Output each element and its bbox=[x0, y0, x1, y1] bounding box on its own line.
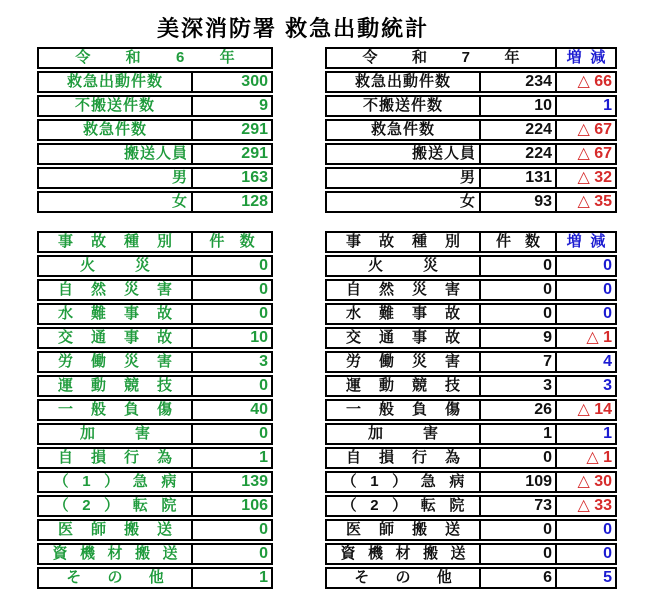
row-label: 資 機 材 搬 送 bbox=[52, 545, 178, 562]
row-label: （ 1 ） 急 病 bbox=[53, 473, 177, 490]
row-label: 火 災 bbox=[79, 257, 150, 274]
table-row bbox=[325, 95, 617, 117]
table-header-row bbox=[325, 231, 617, 253]
table-row bbox=[37, 279, 273, 301]
table-row bbox=[325, 71, 617, 93]
table-row bbox=[37, 567, 273, 589]
row-value: 0 bbox=[191, 281, 271, 299]
table-row bbox=[37, 95, 273, 117]
diff-header: 増 減 bbox=[555, 233, 615, 251]
row-value: 163 bbox=[191, 169, 271, 187]
row-label: 労 働 災 害 bbox=[57, 353, 172, 370]
row-value: 0 bbox=[191, 257, 271, 275]
row-diff: 0 bbox=[555, 521, 615, 539]
row-label: 救急件数 bbox=[82, 121, 147, 138]
row-label: 救急件数 bbox=[370, 121, 435, 138]
row-value: 291 bbox=[191, 145, 271, 163]
row-value: 40 bbox=[191, 401, 271, 419]
row-value: 93 bbox=[479, 193, 555, 211]
table-row bbox=[325, 143, 617, 165]
row-label: 交 通 事 故 bbox=[57, 329, 172, 346]
table-row bbox=[37, 399, 273, 421]
type-header: 事 故 種 別 bbox=[345, 233, 460, 250]
row-diff: △ 14 bbox=[555, 401, 615, 419]
table-row bbox=[37, 119, 273, 141]
row-value: 224 bbox=[479, 145, 555, 163]
reiwa6-table bbox=[37, 47, 273, 213]
table-row bbox=[37, 375, 273, 397]
row-label: 水 難 事 故 bbox=[57, 305, 172, 322]
row-value: 0 bbox=[479, 281, 555, 299]
table-row bbox=[325, 167, 617, 189]
row-value: 109 bbox=[479, 473, 555, 491]
row-diff: 5 bbox=[555, 569, 615, 587]
row-value: 0 bbox=[191, 545, 271, 563]
row-diff: △ 32 bbox=[555, 169, 615, 187]
row-diff: 4 bbox=[555, 353, 615, 371]
row-diff: 3 bbox=[555, 377, 615, 395]
row-diff: 0 bbox=[555, 305, 615, 323]
row-value: 0 bbox=[479, 449, 555, 467]
row-label: 男 bbox=[171, 169, 188, 186]
row-value: 0 bbox=[479, 257, 555, 275]
table-row bbox=[37, 143, 273, 165]
table-row bbox=[325, 279, 617, 301]
incident6-table bbox=[37, 231, 273, 589]
table-header-row bbox=[325, 47, 617, 69]
diff-header: 増 減 bbox=[555, 49, 615, 67]
table-row bbox=[37, 327, 273, 349]
row-value: 9 bbox=[191, 97, 271, 115]
row-diff: 0 bbox=[555, 281, 615, 299]
row-label: 女 bbox=[171, 193, 188, 210]
row-value: 10 bbox=[191, 329, 271, 347]
table-header: 令 和 6 年 bbox=[75, 49, 235, 66]
row-label: 搬送人員 bbox=[123, 145, 188, 162]
row-label: 火 災 bbox=[367, 257, 438, 274]
row-value: 6 bbox=[479, 569, 555, 587]
row-value: 131 bbox=[479, 169, 555, 187]
count-header: 件 数 bbox=[191, 233, 271, 251]
table-row bbox=[325, 255, 617, 277]
row-value: 1 bbox=[479, 425, 555, 443]
row-label: 自 然 災 害 bbox=[57, 281, 172, 298]
row-label: 搬送人員 bbox=[411, 145, 476, 162]
table-row bbox=[325, 303, 617, 325]
row-value: 10 bbox=[479, 97, 555, 115]
row-value: 3 bbox=[479, 377, 555, 395]
table-row bbox=[37, 191, 273, 213]
table-row bbox=[325, 375, 617, 397]
table-row bbox=[325, 543, 617, 565]
row-label: 交 通 事 故 bbox=[345, 329, 460, 346]
row-label: 女 bbox=[459, 193, 476, 210]
row-label: 医 師 搬 送 bbox=[345, 521, 460, 538]
page-title: 美深消防署 救急出動統計 bbox=[157, 16, 430, 41]
reiwa7-table bbox=[325, 47, 617, 213]
row-diff: △ 1 bbox=[555, 449, 615, 467]
row-label: 資 機 材 搬 送 bbox=[340, 545, 466, 562]
table-row bbox=[37, 71, 273, 93]
table-row bbox=[37, 423, 273, 445]
row-diff: △ 1 bbox=[555, 329, 615, 347]
count-header: 件 数 bbox=[479, 233, 555, 251]
table-row bbox=[37, 351, 273, 373]
row-value: 7 bbox=[479, 353, 555, 371]
row-diff: 0 bbox=[555, 257, 615, 275]
row-value: 234 bbox=[479, 73, 555, 91]
table-row bbox=[325, 567, 617, 589]
row-label: 自 損 行 為 bbox=[57, 449, 172, 466]
row-label: そ の 他 bbox=[66, 569, 164, 586]
table-row bbox=[325, 447, 617, 469]
table-row bbox=[37, 255, 273, 277]
row-diff: △ 33 bbox=[555, 497, 615, 515]
row-label: 加 害 bbox=[79, 425, 150, 442]
row-diff: △ 66 bbox=[555, 73, 615, 91]
table-row bbox=[325, 423, 617, 445]
row-label: （ 2 ） 転 院 bbox=[341, 497, 465, 514]
row-label: そ の 他 bbox=[354, 569, 452, 586]
row-value: 0 bbox=[479, 521, 555, 539]
row-label: 救急出動件数 bbox=[66, 73, 163, 90]
row-label: 加 害 bbox=[367, 425, 438, 442]
table-row bbox=[325, 119, 617, 141]
row-value: 9 bbox=[479, 329, 555, 347]
row-value: 0 bbox=[191, 377, 271, 395]
row-label: 不搬送件数 bbox=[74, 97, 155, 114]
table-header: 令 和 7 年 bbox=[362, 49, 520, 66]
row-diff: △ 67 bbox=[555, 121, 615, 139]
row-label: 自 損 行 為 bbox=[345, 449, 460, 466]
table-row bbox=[37, 303, 273, 325]
row-value: 300 bbox=[191, 73, 271, 91]
row-diff: 1 bbox=[555, 425, 615, 443]
row-diff: △ 30 bbox=[555, 473, 615, 491]
row-value: 128 bbox=[191, 193, 271, 211]
row-diff: 1 bbox=[555, 97, 615, 115]
table-row bbox=[325, 351, 617, 373]
row-value: 73 bbox=[479, 497, 555, 515]
table-header-row bbox=[37, 47, 273, 69]
row-label: 運 動 競 技 bbox=[345, 377, 460, 394]
table-row bbox=[325, 471, 617, 493]
row-label: 一 般 負 傷 bbox=[345, 401, 460, 418]
row-value: 0 bbox=[191, 305, 271, 323]
row-label: 救急出動件数 bbox=[354, 73, 451, 90]
incident7-table bbox=[325, 231, 617, 589]
row-value: 0 bbox=[479, 305, 555, 323]
row-diff: △ 67 bbox=[555, 145, 615, 163]
row-label: 水 難 事 故 bbox=[345, 305, 460, 322]
row-value: 106 bbox=[191, 497, 271, 515]
type-header: 事 故 種 別 bbox=[57, 233, 172, 250]
table-row bbox=[325, 519, 617, 541]
row-value: 26 bbox=[479, 401, 555, 419]
table-row bbox=[325, 495, 617, 517]
row-label: 一 般 負 傷 bbox=[57, 401, 172, 418]
row-label: 労 働 災 害 bbox=[345, 353, 460, 370]
row-diff: 0 bbox=[555, 545, 615, 563]
table-header-row bbox=[37, 231, 273, 253]
table-row bbox=[37, 519, 273, 541]
row-value: 139 bbox=[191, 473, 271, 491]
row-label: 医 師 搬 送 bbox=[57, 521, 172, 538]
row-label: （ 2 ） 転 院 bbox=[53, 497, 177, 514]
row-label: 自 然 災 害 bbox=[345, 281, 460, 298]
row-label: 不搬送件数 bbox=[362, 97, 443, 114]
row-value: 0 bbox=[191, 425, 271, 443]
row-value: 3 bbox=[191, 353, 271, 371]
table-row bbox=[37, 447, 273, 469]
table-row bbox=[325, 191, 617, 213]
row-value: 1 bbox=[191, 569, 271, 587]
table-row bbox=[37, 167, 273, 189]
table-row bbox=[37, 495, 273, 517]
table-row bbox=[37, 471, 273, 493]
row-value: 0 bbox=[191, 521, 271, 539]
row-value: 1 bbox=[191, 449, 271, 467]
table-row bbox=[37, 543, 273, 565]
row-value: 291 bbox=[191, 121, 271, 139]
row-label: （ 1 ） 急 病 bbox=[341, 473, 465, 490]
row-label: 男 bbox=[459, 169, 476, 186]
table-row bbox=[325, 399, 617, 421]
row-label: 運 動 競 技 bbox=[57, 377, 172, 394]
row-value: 224 bbox=[479, 121, 555, 139]
table-row bbox=[325, 327, 617, 349]
row-diff: △ 35 bbox=[555, 193, 615, 211]
row-value: 0 bbox=[479, 545, 555, 563]
